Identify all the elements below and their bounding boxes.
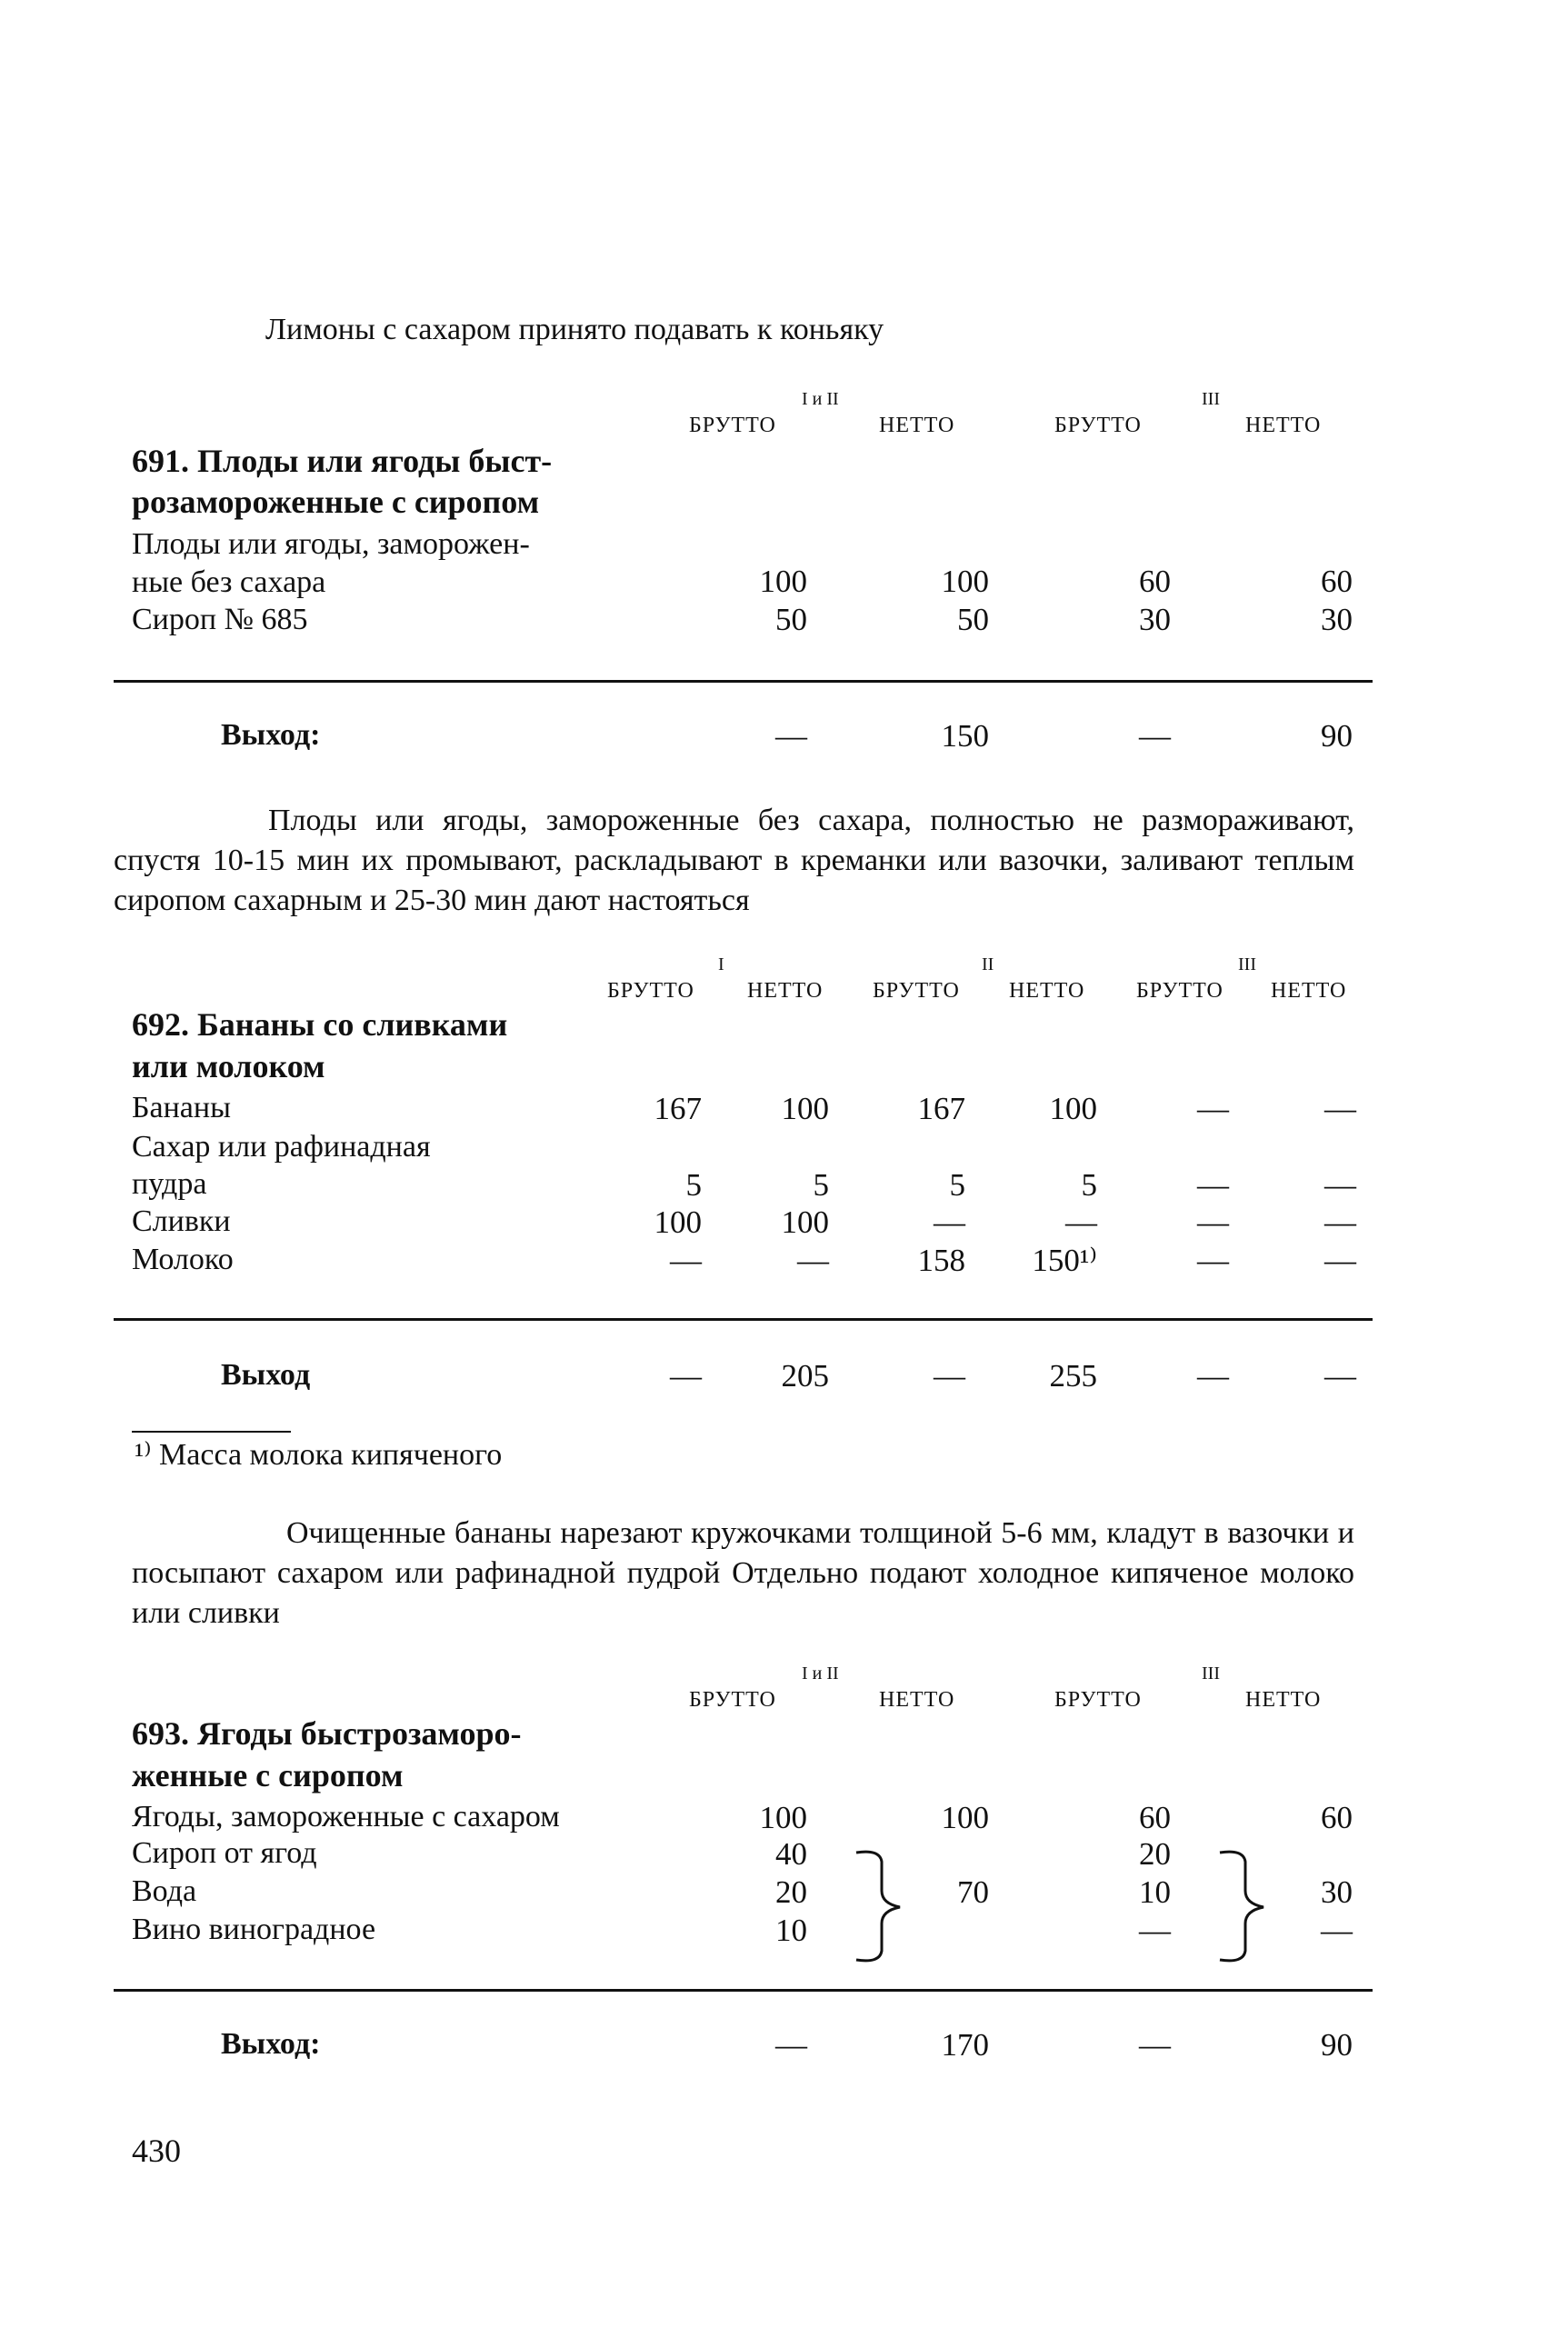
value-cell: 30 (1139, 602, 1171, 637)
yield-value: — (1197, 1358, 1229, 1394)
yield-value: — (775, 2027, 807, 2063)
yield-value: 90 (1321, 2027, 1353, 2063)
value-cell: — (1139, 1913, 1171, 1948)
yield-value: 205 (781, 1358, 829, 1394)
yield-value: — (1324, 1358, 1356, 1394)
value-cell: 50 (775, 602, 807, 637)
yield-value: — (670, 1358, 702, 1394)
recipe-title-692-cont: или молоком (132, 1048, 325, 1084)
yield-value: 90 (1321, 718, 1353, 754)
ingredient-name: пудра (132, 1167, 207, 1201)
value-cell: 70 (957, 1874, 989, 1910)
intro-line: Лимоны с сахаром принято подавать к коньяку (265, 313, 884, 346)
method-paragraph-692: Очищенные бананы нарезают кружочками толщиной 5-6 мм, кладут в вазочки и посыпают сахаром или рафинадной пудрой Отдельно подают холодное кипяченое молоко или сливки (132, 1516, 1354, 1630)
value-cell: — (1065, 1204, 1097, 1240)
value-cell: 100 (781, 1204, 829, 1240)
ingredient-name: Вино виноградное (132, 1913, 376, 1946)
value-cell: 150¹⁾ (1032, 1243, 1097, 1278)
recipe-title-693: 693. Ягоды быстрозаморо- (132, 1715, 522, 1752)
ingredient-name: Ягоды, замороженные с сахаром (132, 1800, 560, 1833)
col-netto: НЕТТО (1245, 1688, 1322, 1712)
recipe-title-691: 691. Плоды или ягоды быст- (132, 443, 553, 479)
value-cell: 5 (1081, 1167, 1097, 1203)
col-brutto: БРУТТО (1054, 414, 1142, 437)
value-cell: 100 (1049, 1091, 1097, 1126)
ingredient-name: ные без сахара (132, 565, 326, 599)
value-cell: 20 (775, 1874, 807, 1910)
col-group-iii: III (1202, 1664, 1220, 1684)
col-group-i: I (718, 954, 724, 974)
yield-value: 255 (1049, 1358, 1097, 1394)
col-group-iii: III (1238, 954, 1256, 974)
yield-label: Выход: (221, 718, 321, 752)
footnote: ¹⁾ Масса молока кипяченого (135, 1438, 503, 1472)
yield-value: — (1139, 718, 1171, 754)
right-brace-icon (854, 1843, 918, 1971)
col-brutto: БРУТТО (689, 1688, 776, 1712)
col-brutto: БРУТТО (873, 979, 960, 1003)
col-netto: НЕТТО (879, 1688, 955, 1712)
value-cell: — (1321, 1913, 1353, 1948)
value-cell: 100 (759, 1800, 807, 1835)
value-cell: 158 (917, 1243, 965, 1278)
value-cell: — (1197, 1243, 1229, 1278)
value-cell: — (1197, 1167, 1229, 1203)
col-netto: НЕТТО (1009, 979, 1085, 1003)
col-netto: НЕТТО (1245, 414, 1322, 437)
value-cell: 5 (813, 1167, 829, 1203)
ingredient-name: Молоко (132, 1243, 234, 1276)
ingredient-name: Сироп № 685 (132, 603, 308, 636)
yield-value: — (775, 718, 807, 754)
value-cell: 60 (1139, 1800, 1171, 1835)
value-cell: 60 (1139, 564, 1171, 599)
value-cell: 100 (654, 1204, 702, 1240)
value-cell: — (1324, 1091, 1356, 1126)
page-number: 430 (132, 2133, 181, 2169)
yield-value: — (934, 1358, 965, 1394)
value-cell: 100 (941, 1800, 989, 1835)
ingredient-name: Сироп от ягод (132, 1836, 317, 1870)
table-rule (114, 1989, 1373, 1992)
value-cell: 100 (941, 564, 989, 599)
ingredient-name: Сахар или рафинадная (132, 1130, 431, 1164)
value-cell: 5 (949, 1167, 965, 1203)
right-brace-icon (1218, 1843, 1282, 1971)
value-cell: — (1197, 1091, 1229, 1126)
col-brutto: БРУТТО (1054, 1688, 1142, 1712)
col-group-i-ii: I и II (802, 389, 839, 409)
value-cell: 40 (775, 1836, 807, 1872)
recipe-title-691-cont: розамороженные с сиропом (132, 484, 540, 520)
footnote-rule (132, 1431, 291, 1433)
col-brutto: БРУТТО (1136, 979, 1223, 1003)
value-cell: — (670, 1243, 702, 1278)
value-cell: 10 (775, 1913, 807, 1948)
recipe-title-692: 692. Бананы со сливками (132, 1006, 508, 1043)
value-cell: — (797, 1243, 829, 1278)
method-paragraph-691: Плоды или ягоды, замороженные без сахара, полностью не размораживают, спустя 10-15 мин их промывают, раскладывают в креманки или вазочки, заливают теплым сиропом сахарным и 25-30 мин дают настояться (114, 804, 1354, 917)
value-cell: 30 (1321, 602, 1353, 637)
recipe-title-693-cont: женные с сиропом (132, 1757, 404, 1793)
value-cell: 100 (781, 1091, 829, 1126)
ingredient-name: Вода (132, 1874, 197, 1908)
yield-label: Выход: (221, 2027, 321, 2061)
yield-value: — (1139, 2027, 1171, 2063)
value-cell: 10 (1139, 1874, 1171, 1910)
value-cell: 20 (1139, 1836, 1171, 1872)
value-cell: 167 (917, 1091, 965, 1126)
value-cell: 30 (1321, 1874, 1353, 1910)
col-group-i-ii: I и II (802, 1664, 839, 1684)
yield-value: 150 (941, 718, 989, 754)
value-cell: 60 (1321, 1800, 1353, 1835)
col-netto: НЕТТО (879, 414, 955, 437)
value-cell: — (1324, 1167, 1356, 1203)
value-cell: — (1324, 1204, 1356, 1240)
col-group-iii: III (1202, 389, 1220, 409)
value-cell: — (1324, 1243, 1356, 1278)
value-cell: 167 (654, 1091, 702, 1126)
col-netto: НЕТТО (747, 979, 824, 1003)
col-group-ii: II (982, 954, 994, 974)
value-cell: 50 (957, 602, 989, 637)
col-netto: НЕТТО (1271, 979, 1347, 1003)
yield-value: 170 (941, 2027, 989, 2063)
ingredient-name: Бананы (132, 1091, 231, 1124)
value-cell: — (1197, 1204, 1229, 1240)
yield-label: Выход (221, 1358, 311, 1392)
ingredient-name: Плоды или ягоды, заморожен- (132, 527, 530, 561)
col-brutto: БРУТТО (689, 414, 776, 437)
table-rule (114, 1318, 1373, 1321)
table-rule (114, 680, 1373, 683)
col-brutto: БРУТТО (607, 979, 694, 1003)
value-cell: — (934, 1204, 965, 1240)
value-cell: 5 (685, 1167, 702, 1203)
ingredient-name: Сливки (132, 1204, 231, 1238)
value-cell: 60 (1321, 564, 1353, 599)
value-cell: 100 (759, 564, 807, 599)
